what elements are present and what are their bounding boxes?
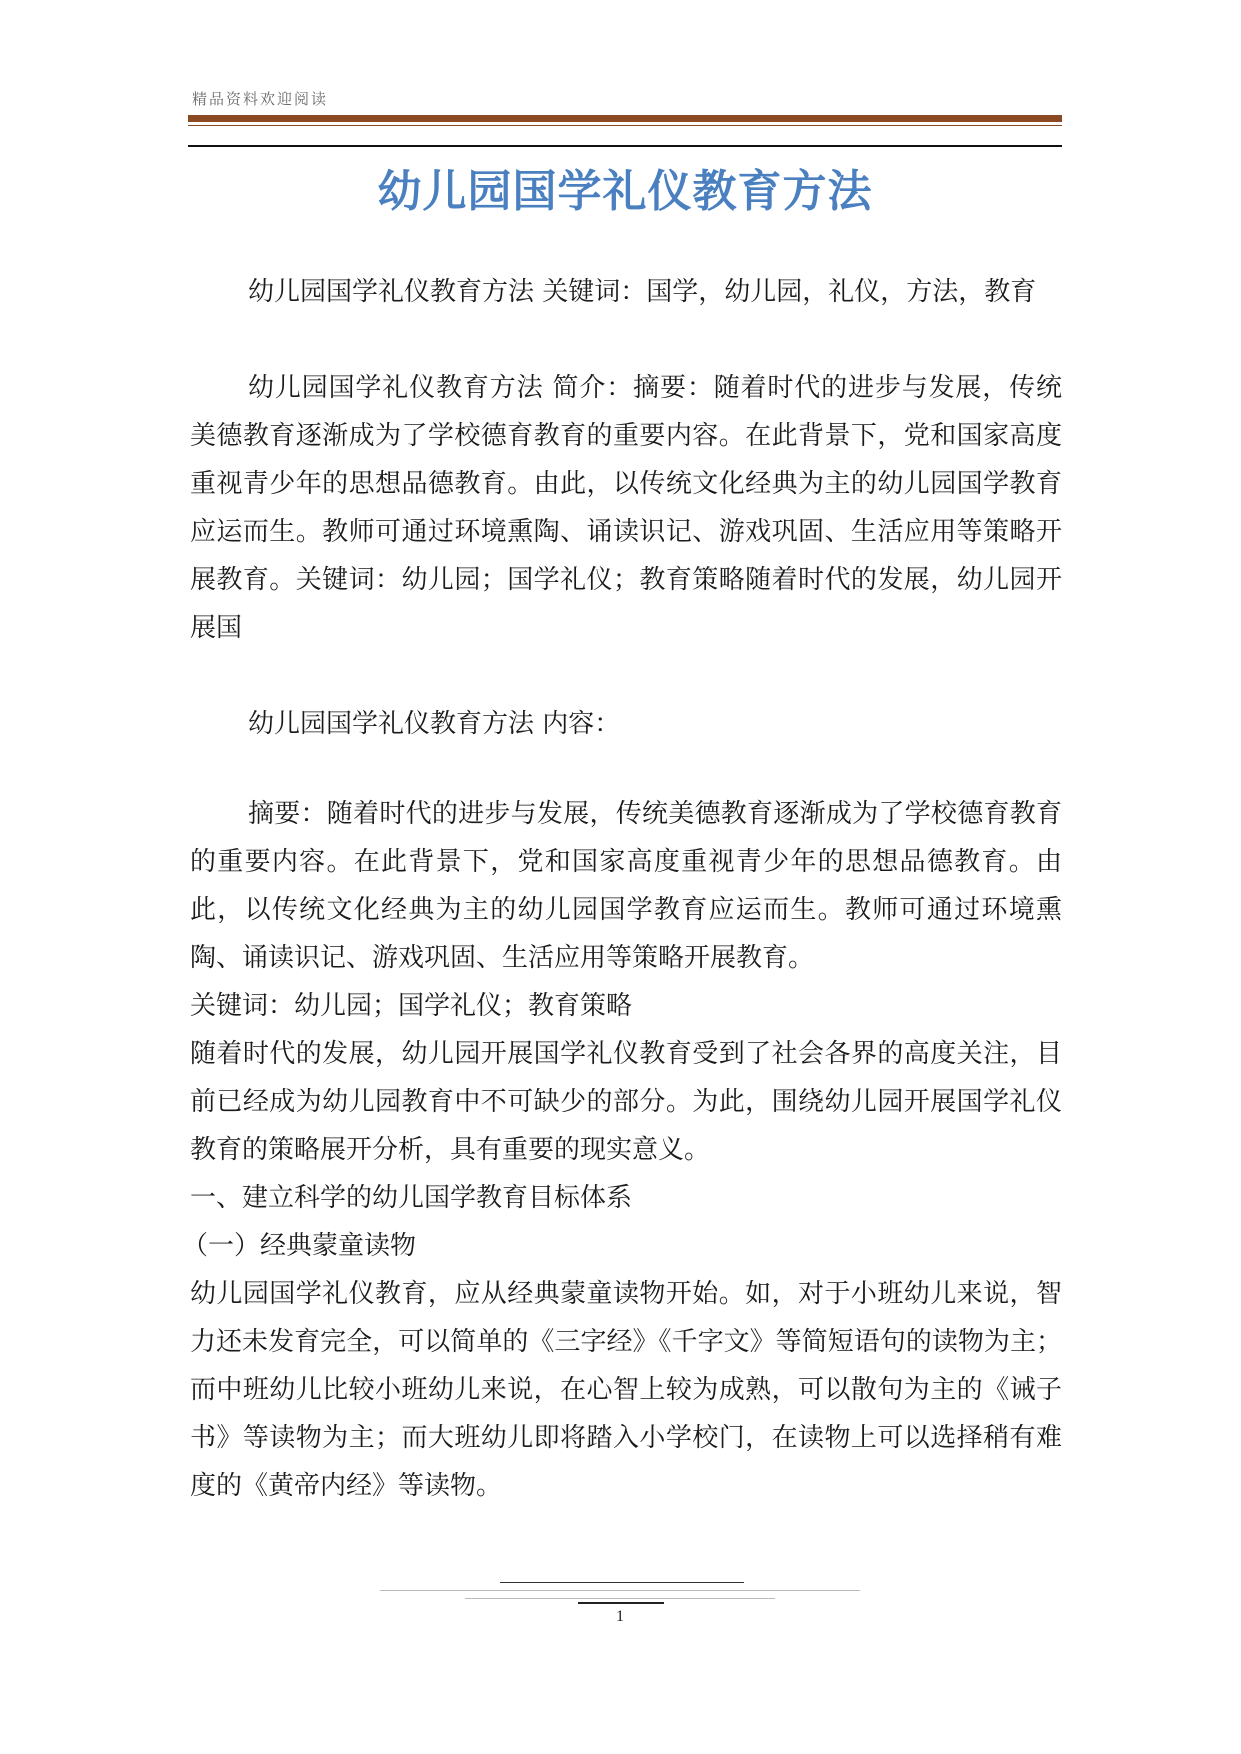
- footer-rule-1: [500, 1582, 744, 1583]
- keywords-paragraph: 幼儿园国学礼仪教育方法 关键词：国学，幼儿园，礼仪，方法，教育: [248, 277, 1037, 307]
- header-rule-black: [188, 145, 1062, 147]
- content-label-paragraph: 幼儿园国学礼仪教育方法 内容：: [248, 709, 621, 739]
- summary-paragraph: 幼儿园国学礼仪教育方法 简介：摘要：随着时代的进步与发展，传统美德教育逐渐成为了学校德育教育的重要内容。在此背景下，党和国家高度重视青少年的思想品德教育。由此，以传统文化经典为主的幼儿园国学教育应运而生。教师可通过环境熏陶、诵读识记、游戏巩固、生活应用等策略开展教育。关键词：幼儿园；国学礼仪；教育策略随着时代的发展，幼儿园开展国: [190, 373, 1062, 643]
- section-heading-1: 一、建立科学的幼儿国学教育目标体系: [190, 1183, 633, 1213]
- document-title: 幼儿园国学礼仪教育方法: [377, 166, 873, 217]
- document-body: [182, 268, 1062, 1510]
- keywords-line: 关键词：幼儿园；国学礼仪；教育策略: [190, 991, 633, 1021]
- abstract-paragraph: 摘要：随着时代的进步与发展，传统美德教育逐渐成为了学校德育教育的重要内容。在此背景下，党和国家高度重视青少年的思想品德教育。由此，以传统文化经典为主的幼儿园国学教育应运而生。教师可通过环境熏陶、诵读识记、游戏巩固、生活应用等策略开展教育。: [190, 799, 1062, 973]
- intro-paragraph: 随着时代的发展，幼儿园开展国学礼仪教育受到了社会各界的高度关注，目前已经成为幼儿园教育中不可缺少的部分。为此，围绕幼儿园开展国学礼仪教育的策略展开分析，具有重要的现实意义。: [190, 1039, 1062, 1165]
- footer-rule-2: [380, 1590, 860, 1591]
- reading-paragraph: 幼儿园国学礼仪教育，应从经典蒙童读物开始。如，对于小班幼儿来说，智力还未发育完全，可以简单的《三字经》《千字文》等简短语句的读物为主；而中班幼儿比较小班幼儿来说，在心智上较为成熟，可以散句为主的《诫子书》等读物为主；而大班幼儿即将踏入小学校门，在读物上可以选择稍有难度的《黄帝内经》等读物。: [190, 1279, 1062, 1501]
- footer-rule-4: [578, 1602, 664, 1604]
- subsection-heading-1: （一）经典蒙童读物: [182, 1231, 417, 1261]
- header-rule-thin: [188, 125, 1062, 126]
- header-text: 精品资料欢迎阅读: [192, 90, 329, 108]
- header-rule-thick: [188, 115, 1062, 122]
- page-number: 1: [616, 1608, 624, 1625]
- footer-rule-3: [465, 1598, 775, 1599]
